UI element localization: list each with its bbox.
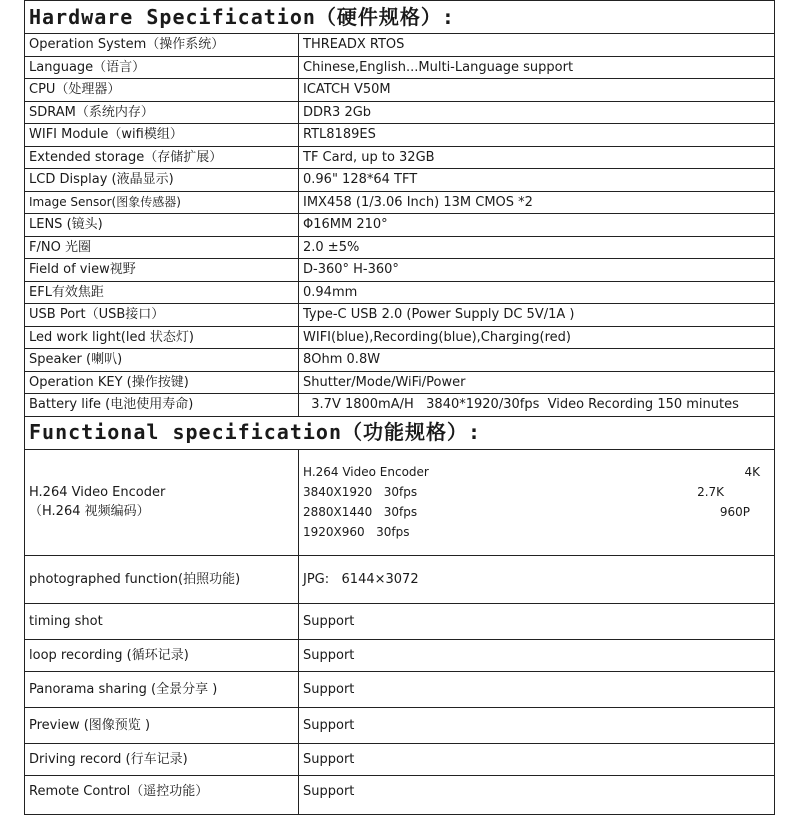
spec-value: Support: [299, 639, 775, 671]
spec-value: JPG: 6144×3072: [299, 555, 775, 603]
hardware-spec-title: Hardware Specification（硬件规格）:: [25, 1, 775, 34]
spec-row: [25, 743, 775, 775]
spec-value: D-360° H-360°: [299, 259, 775, 282]
spec-row: [25, 281, 775, 304]
spec-key: Speaker (喇叭): [25, 349, 299, 372]
spec-key: Operation KEY (操作按键): [25, 371, 299, 394]
encoder-line-right: 2.7K: [697, 484, 725, 499]
spec-key: Led work light(led 状态灯): [25, 326, 299, 349]
spec-value: Support: [299, 775, 775, 814]
spec-value: Shutter/Mode/WiFi/Power: [299, 371, 775, 394]
encoder-line-left: 3840X1920 30fps: [303, 484, 418, 499]
spec-sheet: [24, 0, 774, 815]
spec-value: Type-C USB 2.0 (Power Supply DC 5V/1A ): [299, 304, 775, 327]
spec-key: EFL有效焦距: [25, 281, 299, 304]
spec-key: SDRAM（系统内存）: [25, 101, 299, 124]
spec-row: [25, 304, 775, 327]
spec-key: Battery life (电池使用寿命): [25, 394, 299, 417]
spec-key: Field of view视野: [25, 259, 299, 282]
spec-row: [25, 101, 775, 124]
spec-key: Image Sensor(图象传感器): [25, 191, 299, 214]
spec-row: [25, 555, 775, 603]
spec-row: [25, 639, 775, 671]
spec-key: LCD Display (液晶显示): [25, 169, 299, 192]
spec-row: [25, 124, 775, 147]
spec-value: THREADX RTOS: [299, 34, 775, 57]
spec-value: Support: [299, 603, 775, 639]
spec-key: Operation System（操作系统）: [25, 34, 299, 57]
spec-key: Language（语言）: [25, 56, 299, 79]
spec-key: timing shot: [25, 603, 299, 639]
spec-key: [25, 449, 299, 555]
spec-row: [25, 56, 775, 79]
spec-value: Support: [299, 707, 775, 743]
spec-row: [25, 371, 775, 394]
spec-key: Preview (图像预览 ): [25, 707, 299, 743]
spec-row: [25, 394, 775, 417]
encoder-line-right: [697, 525, 770, 540]
spec-key: WIFI Module（wifi模组）: [25, 124, 299, 147]
encoder-key-line: （H.264 视频编码）: [29, 504, 150, 519]
spec-value: Chinese,English...Multi-Language support: [299, 56, 775, 79]
encoder-line-left: H.264 Video Encoder: [303, 464, 429, 479]
spec-key: F/NO 光圈: [25, 236, 299, 259]
spec-key: Extended storage（存储扩展）: [25, 146, 299, 169]
functional-spec-title: Functional specification（功能规格）:: [25, 416, 775, 449]
spec-row: [25, 259, 775, 282]
spec-row: [25, 326, 775, 349]
spec-key: USB Port（USB接口）: [25, 304, 299, 327]
spec-row: [25, 169, 775, 192]
encoder-line-right: 960P: [719, 504, 751, 519]
spec-row: [25, 79, 775, 102]
spec-value: 2.0 ±5%: [299, 236, 775, 259]
spec-row: [25, 349, 775, 372]
spec-value: 0.94mm: [299, 281, 775, 304]
spec-table: [24, 0, 775, 815]
spec-value: Support: [299, 743, 775, 775]
spec-row-encoder: [25, 449, 775, 555]
spec-value: RTL8189ES: [299, 124, 775, 147]
spec-value: TF Card, up to 32GB: [299, 146, 775, 169]
spec-row: [25, 214, 775, 237]
encoder-line-right: 4K: [744, 464, 761, 479]
spec-key: Remote Control（遥控功能）: [25, 775, 299, 814]
spec-value: 8Ohm 0.8W: [299, 349, 775, 372]
spec-value: Support: [299, 671, 775, 707]
encoder-resolution-list: [303, 465, 770, 540]
spec-key: CPU（处理器）: [25, 79, 299, 102]
encoder-key-line: H.264 Video Encoder: [29, 485, 166, 500]
spec-row: [25, 775, 775, 814]
spec-value: ICATCH V50M: [299, 79, 775, 102]
spec-key: Panorama sharing (全景分享 ): [25, 671, 299, 707]
spec-value: WIFI(blue),Recording(blue),Charging(red): [299, 326, 775, 349]
spec-row: [25, 236, 775, 259]
spec-row: [25, 671, 775, 707]
spec-row: [25, 146, 775, 169]
spec-value: Φ16MM 210°: [299, 214, 775, 237]
spec-value: [299, 449, 775, 555]
spec-row: [25, 603, 775, 639]
spec-key: Driving record (行车记录): [25, 743, 299, 775]
spec-value: IMX458 (1/3.06 Inch) 13M CMOS *2: [299, 191, 775, 214]
spec-value: 0.96" 128*64 TFT: [299, 169, 775, 192]
spec-row: [25, 34, 775, 57]
encoder-line-left: 1920X960 30fps: [303, 524, 410, 539]
spec-value: 3.7V 1800mA/H 3840*1920/30fps Video Recording 150 minutes: [299, 394, 775, 417]
spec-key: loop recording (循环记录): [25, 639, 299, 671]
encoder-line-left: 2880X1440 30fps: [303, 504, 418, 519]
spec-key: photographed function(拍照功能): [25, 555, 299, 603]
spec-row: [25, 707, 775, 743]
spec-key: LENS (镜头): [25, 214, 299, 237]
spec-row: [25, 191, 775, 214]
spec-value: DDR3 2Gb: [299, 101, 775, 124]
